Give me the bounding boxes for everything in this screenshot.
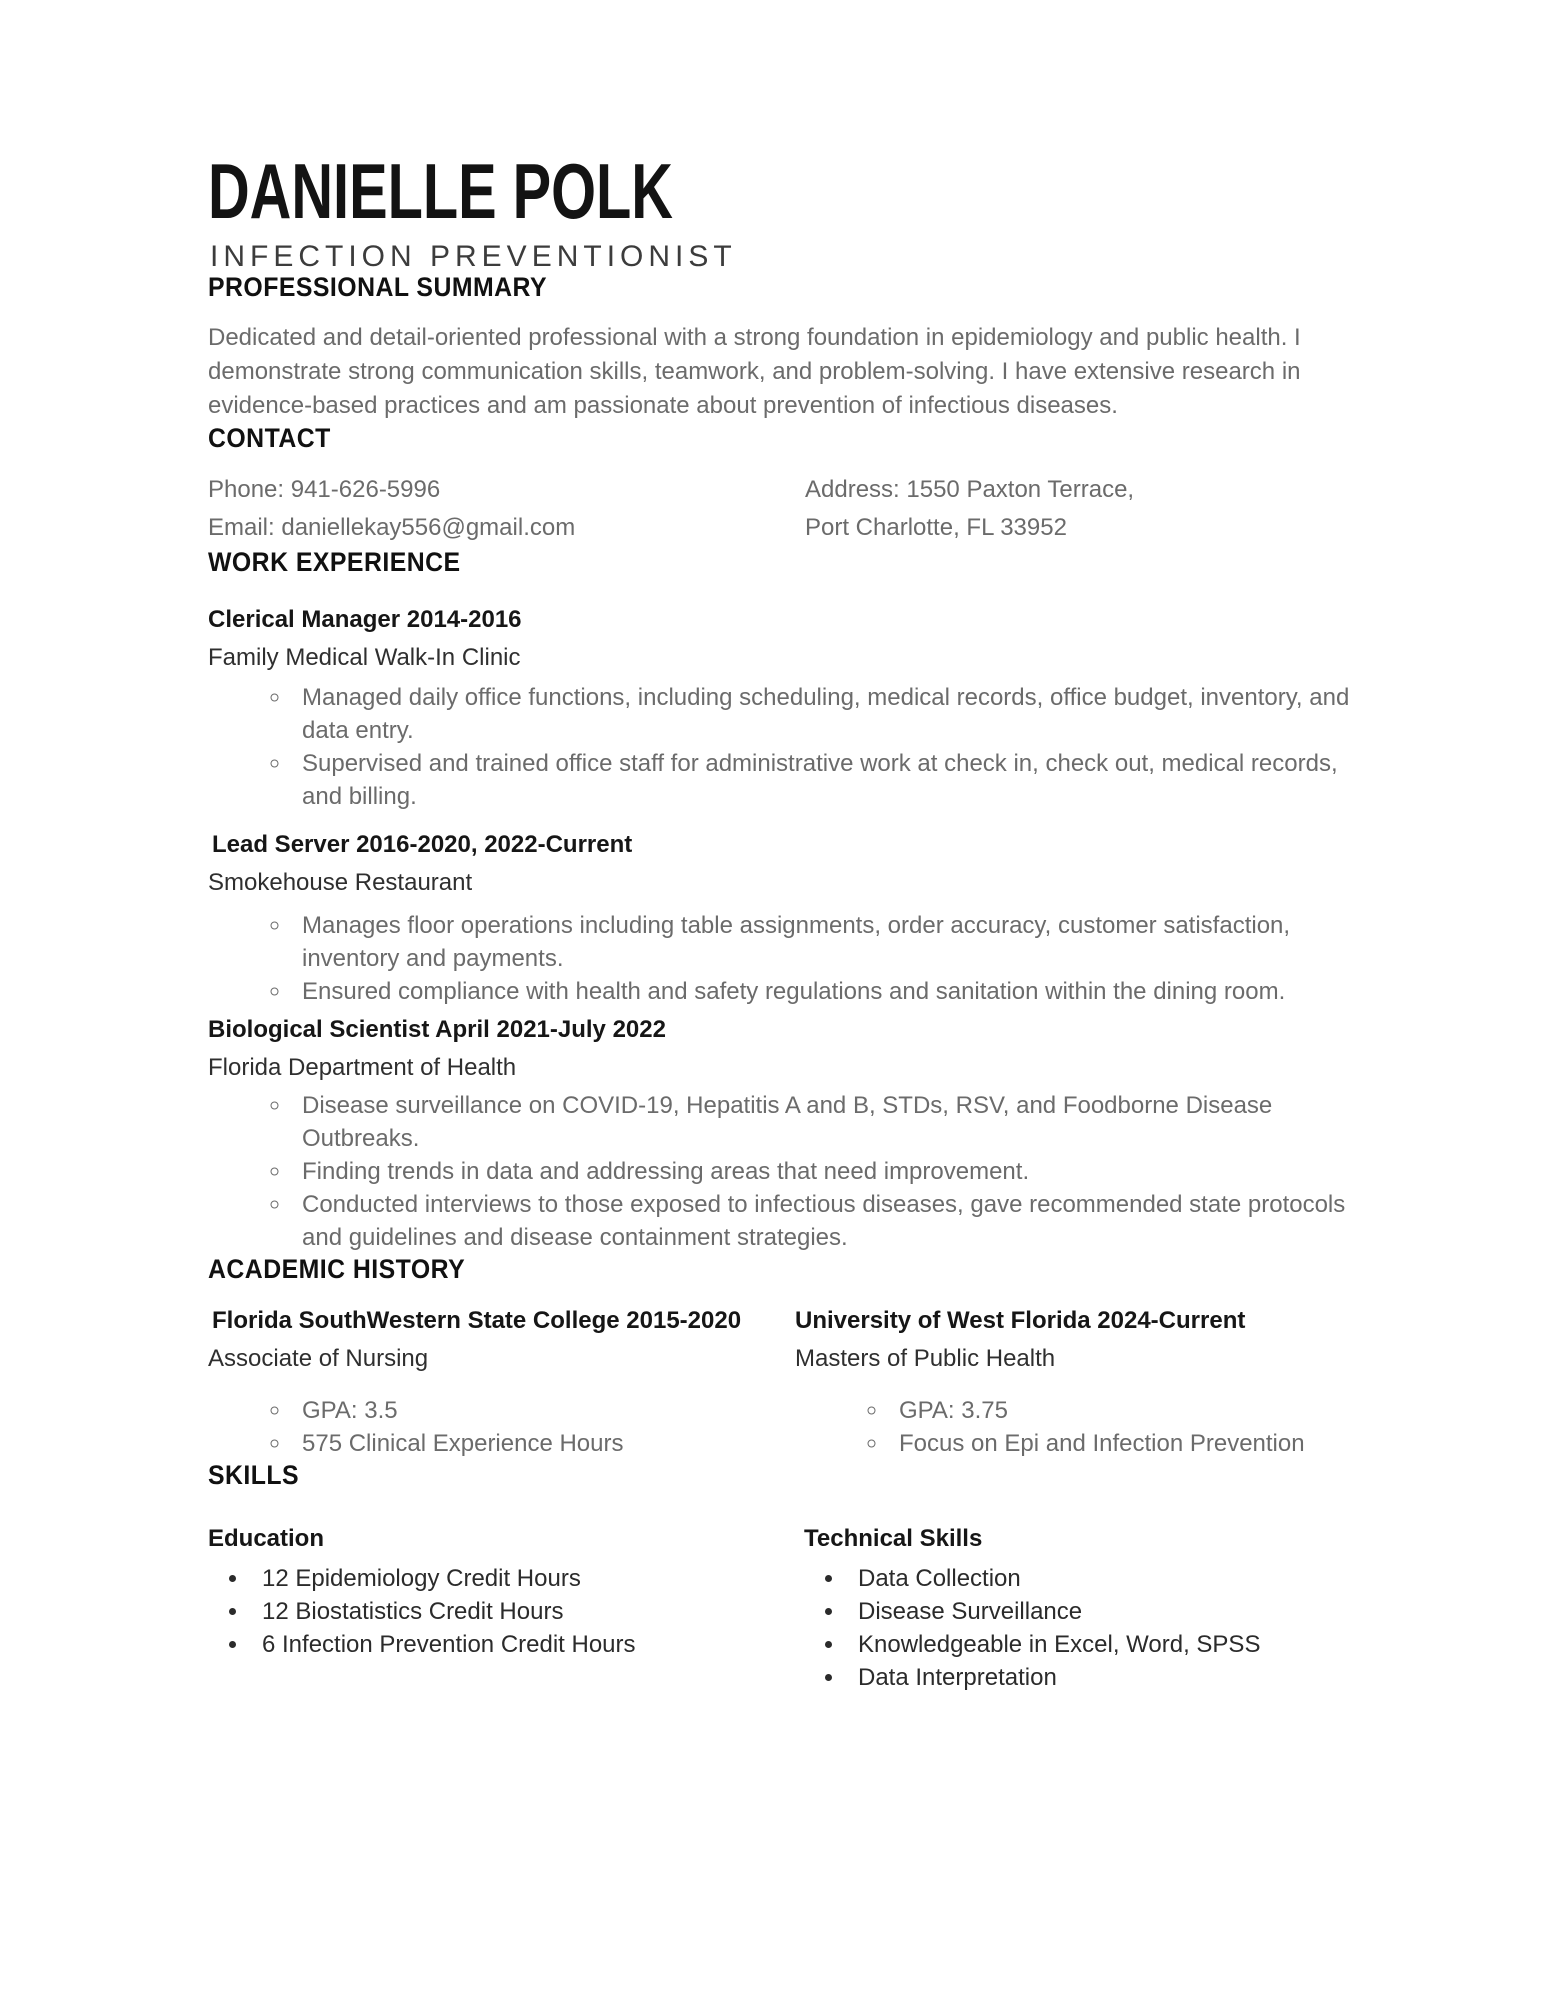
job-bullet: ◦ Ensured compliance with health and safety regulations and sanitation within the dining room. [292, 975, 1352, 1008]
job-bullet: ◦ Finding trends in data and addressing areas that need improvement. [292, 1155, 1352, 1188]
skills-grid [208, 1526, 1338, 1694]
job-bullet: ◦ Managed daily office functions, including scheduling, medical records, office budget, inventory, and data entry. [292, 681, 1352, 747]
job-bullet: ◦ Disease surveillance on COVID-19, Hepatitis A and B, STDs, RSV, and Foodborne Disease Outbreaks. [292, 1089, 1352, 1155]
section-contact [208, 423, 1338, 547]
skills-heading: SKILLS [208, 1460, 300, 1490]
skill-item: • 6 Infection Prevention Credit Hours [250, 1628, 804, 1661]
job-company: Florida Department of Health [208, 1054, 517, 1081]
job-title: Biological Scientist April 2021-July 2022 [208, 1016, 666, 1043]
professional-summary-heading: PROFESSIONAL SUMMARY [208, 272, 548, 302]
skill-group-name: Technical Skills [804, 1525, 983, 1552]
section-skills [208, 1460, 1338, 1694]
job-company: Family Medical Walk-In Clinic [208, 644, 521, 671]
professional-summary-text: Dedicated and detail-oriented professional with a strong foundation in epidemiology and public health. I demonstrate strong communication skills, teamwork, and problem-solving. I have extensive research in evidence-based practices and am passionate about prevention of infectious diseases. [208, 324, 1301, 419]
skill-item: • Data Interpretation [846, 1661, 1338, 1694]
skill-group-technical [804, 1526, 1338, 1694]
section-work-experience [208, 547, 1350, 1254]
section-academic-history [208, 1254, 1338, 1460]
school-bullet: ◦ GPA: 3.5 [292, 1394, 795, 1427]
skill-item: • Data Collection [846, 1562, 1338, 1595]
job-bullet: ◦ Supervised and trained office staff for administrative work at check in, check out, medical records, and billing. [292, 747, 1352, 813]
skill-group-education [208, 1526, 804, 1694]
contact-right-column [805, 471, 1338, 547]
job-bullet-list [208, 681, 1352, 813]
job-company: Smokehouse Restaurant [208, 869, 473, 896]
job-title: Lead Server 2016-2020, 2022-Current [212, 831, 633, 858]
job-bullet-list [208, 1089, 1352, 1254]
academic-grid [208, 1308, 1338, 1460]
person-name: DANIELLE POLK [208, 147, 673, 235]
job-entry-clerical-manager [208, 606, 1350, 813]
skill-item: • 12 Epidemiology Credit Hours [250, 1562, 804, 1595]
contact-address-line2: Port Charlotte, FL 33952 [805, 514, 1067, 541]
job-bullet: ◦ Conducted interviews to those exposed to infectious diseases, gave recommended state protocols and guidelines and disease containment strategies. [292, 1188, 1352, 1254]
school-entry-fsw [208, 1308, 795, 1460]
contact-heading: CONTACT [208, 423, 331, 453]
contact-email: Email: daniellekay556@gmail.com [208, 514, 576, 541]
school-degree: Associate of Nursing [208, 1345, 429, 1372]
contact-phone: Phone: 941-626-5996 [208, 476, 441, 503]
contact-address-line1: Address: 1550 Paxton Terrace, [805, 476, 1135, 503]
job-title: Clerical Manager 2014-2016 [208, 606, 522, 633]
skill-group-name: Education [208, 1525, 325, 1552]
resume-header [208, 147, 1338, 273]
school-degree: Masters of Public Health [795, 1345, 1056, 1372]
contact-left-column [208, 471, 805, 547]
school-bullet-list [208, 1394, 795, 1460]
skill-item-list [804, 1562, 1338, 1694]
job-bullet: ◦ Manages floor operations including table assignments, order accuracy, customer satisfaction, inventory and payments. [292, 909, 1352, 975]
school-bullet: ◦ Focus on Epi and Infection Prevention [889, 1427, 1338, 1460]
school-name: University of West Florida 2024-Current [795, 1307, 1246, 1334]
job-bullet-list [208, 909, 1352, 1008]
person-job-title: INFECTION PREVENTIONIST [210, 240, 737, 273]
skill-item: • Disease Surveillance [846, 1595, 1338, 1628]
academic-history-heading: ACADEMIC HISTORY [208, 1254, 466, 1284]
school-name: Florida SouthWestern State College 2015-2020 [212, 1307, 742, 1334]
school-bullet: ◦ 575 Clinical Experience Hours [292, 1427, 795, 1460]
school-bullet: ◦ GPA: 3.75 [889, 1394, 1338, 1427]
work-experience-heading: WORK EXPERIENCE [208, 547, 461, 577]
school-bullet-list [795, 1394, 1338, 1460]
job-entry-biological-scientist [208, 1016, 1346, 1254]
skill-item: • 12 Biostatistics Credit Hours [250, 1595, 804, 1628]
job-entry-lead-server [208, 832, 1338, 1008]
section-professional-summary [208, 272, 1338, 423]
skill-item: • Knowledgeable in Excel, Word, SPSS [846, 1628, 1338, 1661]
skill-item-list [208, 1562, 804, 1661]
school-entry-uwf [795, 1308, 1338, 1460]
contact-grid [208, 471, 1338, 547]
